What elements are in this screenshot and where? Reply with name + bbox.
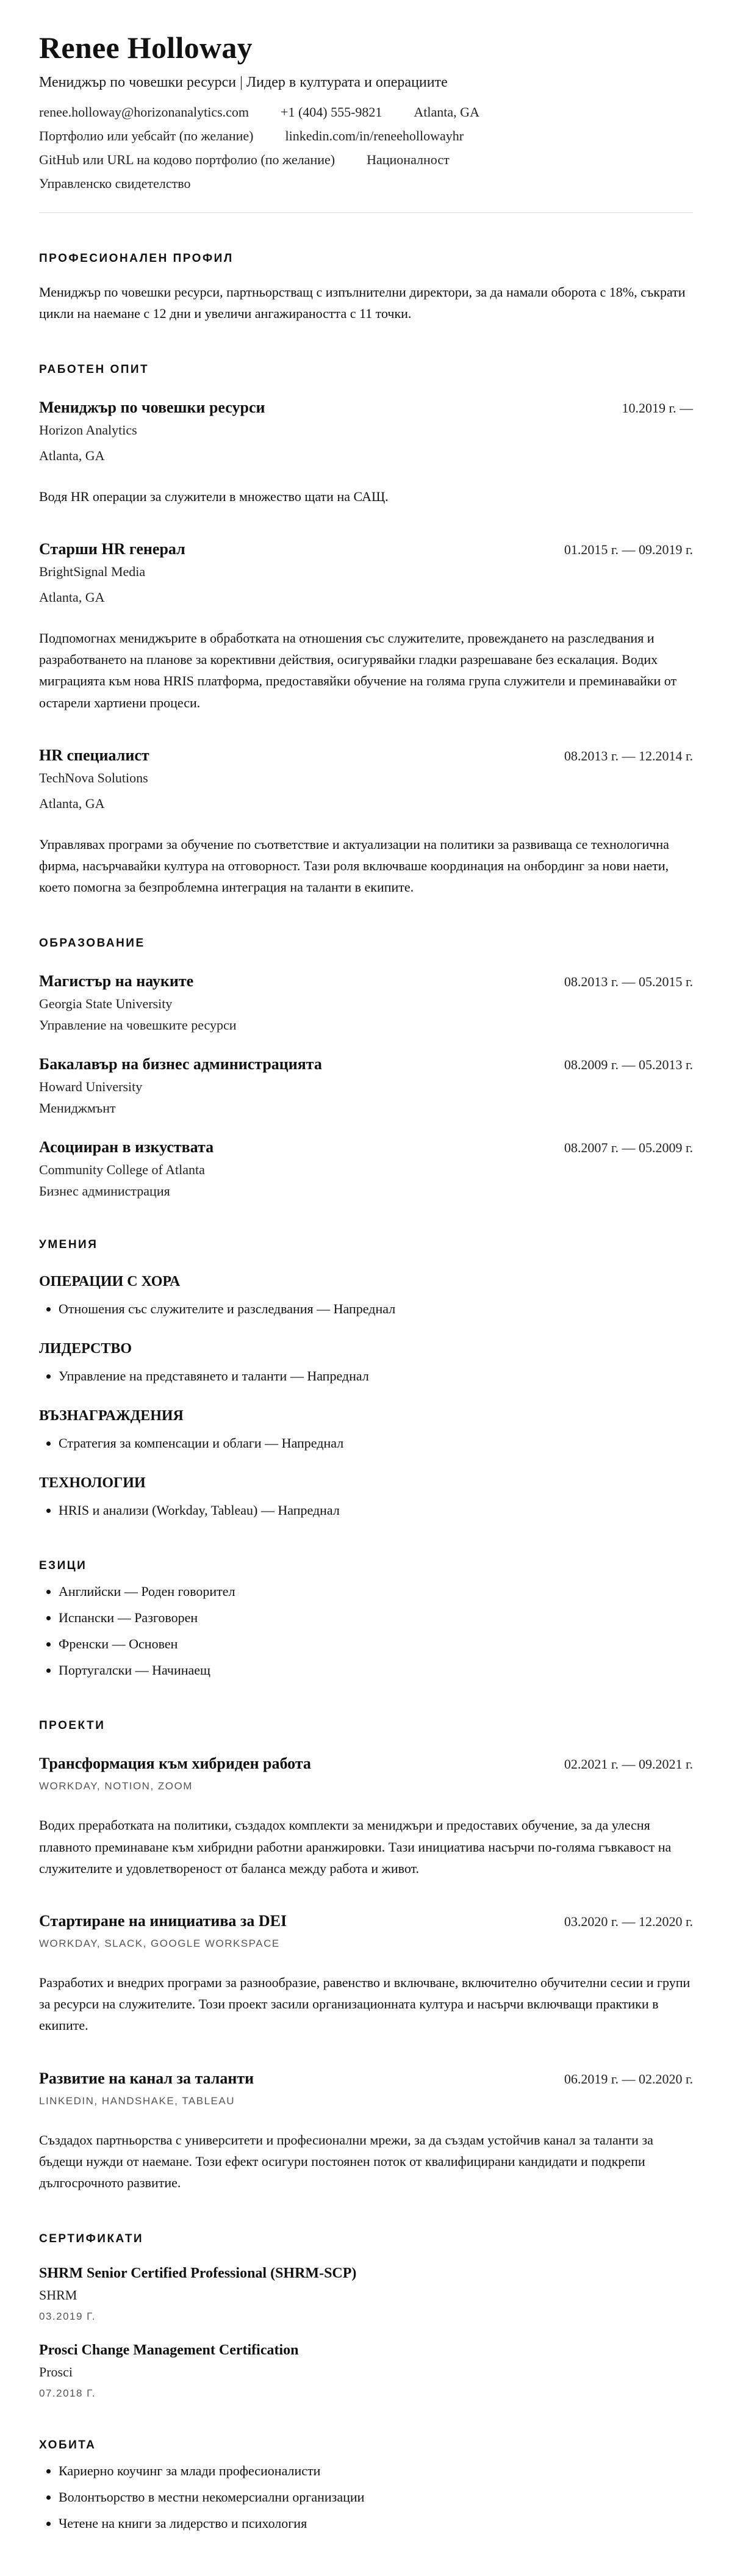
degree-title: Бакалавър на бизнес администрацията [39, 1055, 322, 1073]
skill-list [39, 1500, 693, 1520]
contact-block [39, 104, 693, 192]
skill-list [39, 1366, 693, 1386]
project-dates: 03.2020 г. — 12.2020 г. [564, 1913, 693, 1929]
entry-header [39, 1755, 693, 1773]
project-tools: LINKEDIN, HANDSHAKE, TABLEAU [39, 2094, 235, 2107]
education-entry [39, 1055, 693, 1116]
entry-header [39, 1138, 693, 1156]
degree-field: Управление на човешките ресурси [39, 1017, 237, 1033]
section-certifications [39, 2232, 693, 2400]
skill-group-name: ЛИДЕРСТВО [39, 1341, 132, 1357]
job-description: Водя HR операции за служители в множество щати на САЩ. [39, 488, 389, 504]
experience-entry [39, 540, 693, 713]
project-entry [39, 2069, 693, 2194]
project-description: Разработих и внедрих програми за разнообразие, равенство и включване, включително обучителни сесии и групи за ресурси на служителите. Този проект засили организационната култура и насърчи включващи практики в екипите. [39, 1974, 691, 2033]
resume-header [39, 31, 693, 213]
contact-phone: +1 (404) 555-9821 [281, 104, 382, 120]
contact-location: Atlanta, GA [414, 104, 479, 120]
experience-entry [39, 746, 693, 898]
certification-title: Prosci Change Management Certification [39, 2342, 299, 2359]
section-heading: ПРОФЕСИОНАЛЕН ПРОФИЛ [39, 251, 234, 265]
degree-dates: 08.2007 г. — 05.2009 г. [564, 1140, 693, 1156]
skill-group [39, 1475, 693, 1520]
skill-group [39, 1341, 693, 1386]
section-heading: ПРОЕКТИ [39, 1719, 106, 1733]
contact-row [39, 152, 693, 168]
skill-group [39, 1408, 693, 1453]
degree-school: Georgia State University [39, 996, 173, 1012]
contact-linkedin: linkedin.com/in/reneehollowayhr [285, 128, 464, 143]
section-heading: ХОБИТА [39, 2439, 96, 2452]
education-entry [39, 972, 693, 1033]
degree-title: Асоцииран в изкуствата [39, 1138, 214, 1156]
job-company: Horizon Analytics [39, 422, 137, 438]
job-title: HR специалист [39, 746, 149, 764]
entry-header [39, 399, 693, 417]
skill-group-name: ТЕХНОЛОГИИ [39, 1475, 146, 1492]
contact-portfolio: Портфолио или уебсайт (по желание) [39, 128, 254, 143]
list-item: • Четене на книги за лидерство и психология [59, 2513, 693, 2533]
list-item: • Управление на представянето и таланти — Напреднал [59, 1366, 693, 1386]
list-item: • Волонтьорство в местни некомерсиални организации [59, 2487, 693, 2507]
job-location: Atlanta, GA [39, 795, 105, 811]
skill-group-name: ОПЕРАЦИИ С ХОРА [39, 1274, 181, 1290]
contact-nationality: Националност [367, 151, 450, 167]
project-tools: WORKDAY, NOTION, ZOOM [39, 1780, 193, 1792]
list-item: • Френски — Основен [59, 1634, 693, 1654]
list-item: • Стратегия за компенсации и облаги — Напреднал [59, 1433, 693, 1453]
entry-header [39, 746, 693, 765]
degree-field: Бизнес администрация [39, 1183, 170, 1199]
degree-school: Community College of Atlanta [39, 1162, 205, 1178]
project-description: Водих преработката на политики, създадох комплекти за мениджъри и предоставих обучение, за да улесня плавното преминаване към хибридни работни аранжировки. Тази инициатива насърчи по-голяма гъвкавост на служителите и удовлетвореност от баланса между работа и живот. [39, 1817, 672, 1876]
entry-header [39, 2069, 693, 2088]
header-divider [39, 212, 693, 213]
hobby-list [39, 2461, 693, 2533]
experience-entry [39, 399, 693, 507]
job-location: Atlanta, GA [39, 447, 105, 463]
entry-header [39, 1912, 693, 1930]
contact-row [39, 104, 693, 120]
section-heading: УМЕНИЯ [39, 1238, 98, 1252]
degree-title: Магистър на науките [39, 972, 194, 990]
skill-group [39, 1274, 693, 1319]
contact-row [39, 128, 693, 144]
list-item: • HRIS и анализи (Workday, Tableau) — Напреднал [59, 1500, 693, 1520]
certification-issuer: SHRM [39, 2287, 77, 2303]
section-languages [39, 1559, 693, 1680]
project-description: Създадох партньорства с университети и професионални мрежи, за да създам устойчив канал за таланти за бъдещи нужди от наемане. Този ефект осигури постоянен поток от квалифицирани кандидати и подкрепи дългосрочното развитие. [39, 2132, 653, 2190]
job-company: BrightSignal Media [39, 564, 146, 580]
certification-entry [39, 2265, 693, 2323]
job-company: TechNova Solutions [39, 770, 148, 785]
skill-list [39, 1433, 693, 1453]
language-list [39, 1581, 693, 1680]
degree-dates: 08.2009 г. — 05.2013 г. [564, 1057, 693, 1073]
project-entry [39, 1912, 693, 2037]
list-item: • Отношения със служителите и разследвания — Напреднал [59, 1299, 693, 1319]
contact-row [39, 176, 693, 192]
project-dates: 06.2019 г. — 02.2020 г. [564, 2071, 693, 2087]
certification-title: SHRM Senior Certified Professional (SHRM-SCP) [39, 2265, 357, 2282]
section-heading: ОБРАЗОВАНИЕ [39, 937, 145, 950]
section-heading: ЕЗИЦИ [39, 1559, 87, 1573]
entry-header [39, 540, 693, 558]
degree-dates: 08.2013 г. — 05.2015 г. [564, 974, 693, 990]
skill-list [39, 1299, 693, 1319]
contact-github: GitHub или URL на кодово портфолио (по желание) [39, 151, 336, 167]
project-title: Стартиране на инициатива за DEI [39, 1911, 287, 1930]
section-heading: РАБОТЕН ОПИТ [39, 363, 149, 376]
section-education [39, 937, 693, 1199]
contact-email: renee.holloway@horizonanalytics.com [39, 104, 249, 120]
job-dates: 08.2013 г. — 12.2014 г. [564, 748, 693, 763]
list-item: • Кариерно коучинг за млади професионалисти [59, 2461, 693, 2481]
project-dates: 02.2021 г. — 09.2021 г. [564, 1756, 693, 1772]
job-dates: 10.2019 г. — [622, 400, 693, 416]
project-tools: WORKDAY, SLACK, GOOGLE WORKSPACE [39, 1937, 280, 1949]
list-item: • Английски — Роден говорител [59, 1581, 693, 1601]
project-title: Развитие на канал за таланти [39, 2069, 254, 2087]
degree-school: Howard University [39, 1079, 143, 1095]
skill-group-name: ВЪЗНАГРАЖДЕНИЯ [39, 1408, 184, 1424]
contact-driving-license: Управленско свидетелство [39, 175, 191, 191]
job-description: Управлявах програми за обучение по съответствие и актуализации на политики за развиваща се технологична фирма, насърчавайки култура на отговорност. Тази роля включваше координация на онбординг за нови наети, което помогна за безпроблемна интеграция на таланти в екипите. [39, 836, 669, 895]
section-hobbies [39, 2439, 693, 2533]
candidate-name: Renee Holloway [39, 31, 253, 65]
education-entry [39, 1138, 693, 1199]
section-heading: СЕРТИФИКАТИ [39, 2232, 144, 2246]
list-item: • Португалски — Начинаещ [59, 1660, 693, 1680]
degree-field: Мениджмънт [39, 1100, 116, 1116]
job-title: Старши HR генерал [39, 540, 185, 558]
certification-date: 03.2019 Г. [39, 2311, 96, 2323]
job-dates: 01.2015 г. — 09.2019 г. [564, 542, 693, 558]
entry-header [39, 1055, 693, 1073]
list-item: • Испански — Разговорен [59, 1607, 693, 1628]
job-description: Подпомогнах мениджърите в обработката на отношения със служителите, провеждането на разследвания и разработването на планове за корективни действия, осигурявайки гладки разрешаване без ескалация. Водих миграцията към нова HRIS платформа, предоставяйки обучение на голяма група служители и преминавайки от остарели хартиени процеси. [39, 630, 677, 710]
certification-entry [39, 2342, 693, 2400]
project-title: Трансформация към хибриден работа [39, 1755, 311, 1773]
section-skills [39, 1238, 693, 1520]
job-title: Мениджър по човешки ресурси [39, 398, 265, 416]
section-profile [39, 252, 693, 324]
entry-header [39, 972, 693, 990]
certification-date: 07.2018 Г. [39, 2387, 96, 2400]
section-experience [39, 363, 693, 898]
job-location: Atlanta, GA [39, 590, 105, 605]
profile-text: Мениджър по човешки ресурси, партньорстващ с изпълнителни директори, за да намали оборота с 18%, съкрати цикли на наемане с 12 дни и увеличи ангажираността с 11 точки. [39, 284, 686, 321]
project-entry [39, 1755, 693, 1879]
section-projects [39, 1719, 693, 2193]
certification-issuer: Prosci [39, 2364, 73, 2380]
candidate-tagline: Мениджър по човешки ресурси | Лидер в културата и операциите [39, 74, 448, 90]
